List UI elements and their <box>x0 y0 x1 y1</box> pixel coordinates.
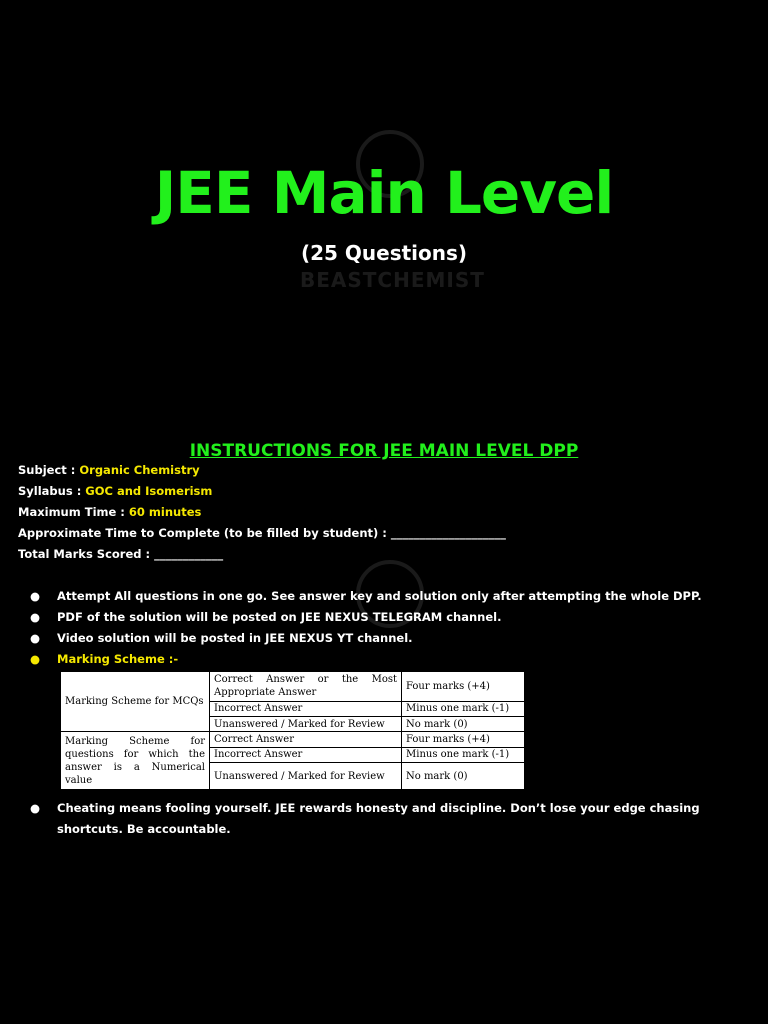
syllabus-label: Syllabus : <box>18 484 86 498</box>
bullet-item <box>30 798 730 840</box>
table-cell-marks: Minus one mark (-1) <box>402 701 525 716</box>
marking-scheme-table <box>60 671 525 790</box>
table-cell-condition: Incorrect Answer <box>210 747 402 762</box>
table-cell-marks: No mark (0) <box>402 763 525 790</box>
approx-time-line: Approximate Time to Complete (to be filled by student) : ____________________ <box>18 526 506 540</box>
table-cell-marks: Four marks (+4) <box>402 732 525 747</box>
honesty-bullet <box>30 798 730 840</box>
max-time-line <box>18 502 506 523</box>
table-cell-condition: Correct Answer <box>210 732 402 747</box>
subject-value: Organic Chemistry <box>79 463 200 477</box>
table-cell-condition: Incorrect Answer <box>210 701 402 716</box>
max-time-value: 60 minutes <box>128 505 202 519</box>
subject-line <box>18 460 506 481</box>
bullet-item <box>30 628 730 649</box>
bullet-text: Cheating means fooling yourself. JEE rewards honesty and discipline. Don’t lose your edge chasing shortcuts. Be accountable. <box>57 801 700 836</box>
bullet-item <box>30 586 730 607</box>
bullet-text: PDF of the solution will be posted on JEE NEXUS TELEGRAM channel. <box>57 610 502 624</box>
table-row <box>61 672 525 702</box>
bullet-dot-icon: ● <box>30 652 41 666</box>
marking-scheme-table-container <box>60 671 525 790</box>
bullet-item-marking-scheme <box>30 649 730 670</box>
bullet-text: Marking Scheme :- <box>57 652 179 666</box>
subject-label: Subject : <box>18 463 80 477</box>
bullet-text: Video solution will be posted in JEE NEXUS YT channel. <box>57 631 413 645</box>
watermark-text-top: BEASTCHEMIST <box>300 268 485 292</box>
table-cell-marks: Minus one mark (-1) <box>402 747 525 762</box>
bullet-text: Attempt All questions in one go. See answer key and solution only after attempting the whole DPP. <box>57 589 702 603</box>
table-cell-condition: Unanswered / Marked for Review <box>210 763 402 790</box>
table-row <box>61 732 525 747</box>
total-marks-line: Total Marks Scored : ____________ <box>18 547 224 561</box>
syllabus-line <box>18 481 506 502</box>
table-cell-condition: Unanswered / Marked for Review <box>210 716 402 731</box>
table-cell-marks: No mark (0) <box>402 716 525 731</box>
instruction-bullets <box>30 586 730 670</box>
table-cell-marks: Four marks (+4) <box>402 672 525 702</box>
bullet-dot-icon: ● <box>30 631 41 645</box>
instructions-heading: INSTRUCTIONS FOR JEE MAIN LEVEL DPP <box>189 441 579 461</box>
page-title: JEE Main Level <box>154 159 614 227</box>
bullet-dot-icon: ● <box>30 801 41 815</box>
syllabus-value: GOC and Isomerism <box>85 484 213 498</box>
mcq-scheme-label: Marking Scheme for MCQs <box>61 672 210 732</box>
bullet-dot-icon: ● <box>30 610 41 624</box>
table-cell-condition: Correct Answer or the Most Appropriate Answer <box>210 672 402 702</box>
dpp-info-block <box>18 460 506 565</box>
question-count: (25 Questions) <box>300 241 468 265</box>
bullet-item <box>30 607 730 628</box>
bullet-dot-icon: ● <box>30 589 41 603</box>
numerical-scheme-label: Marking Scheme for questions for which the answer is a Numerical value <box>61 732 210 790</box>
max-time-label: Maximum Time : <box>18 505 129 519</box>
